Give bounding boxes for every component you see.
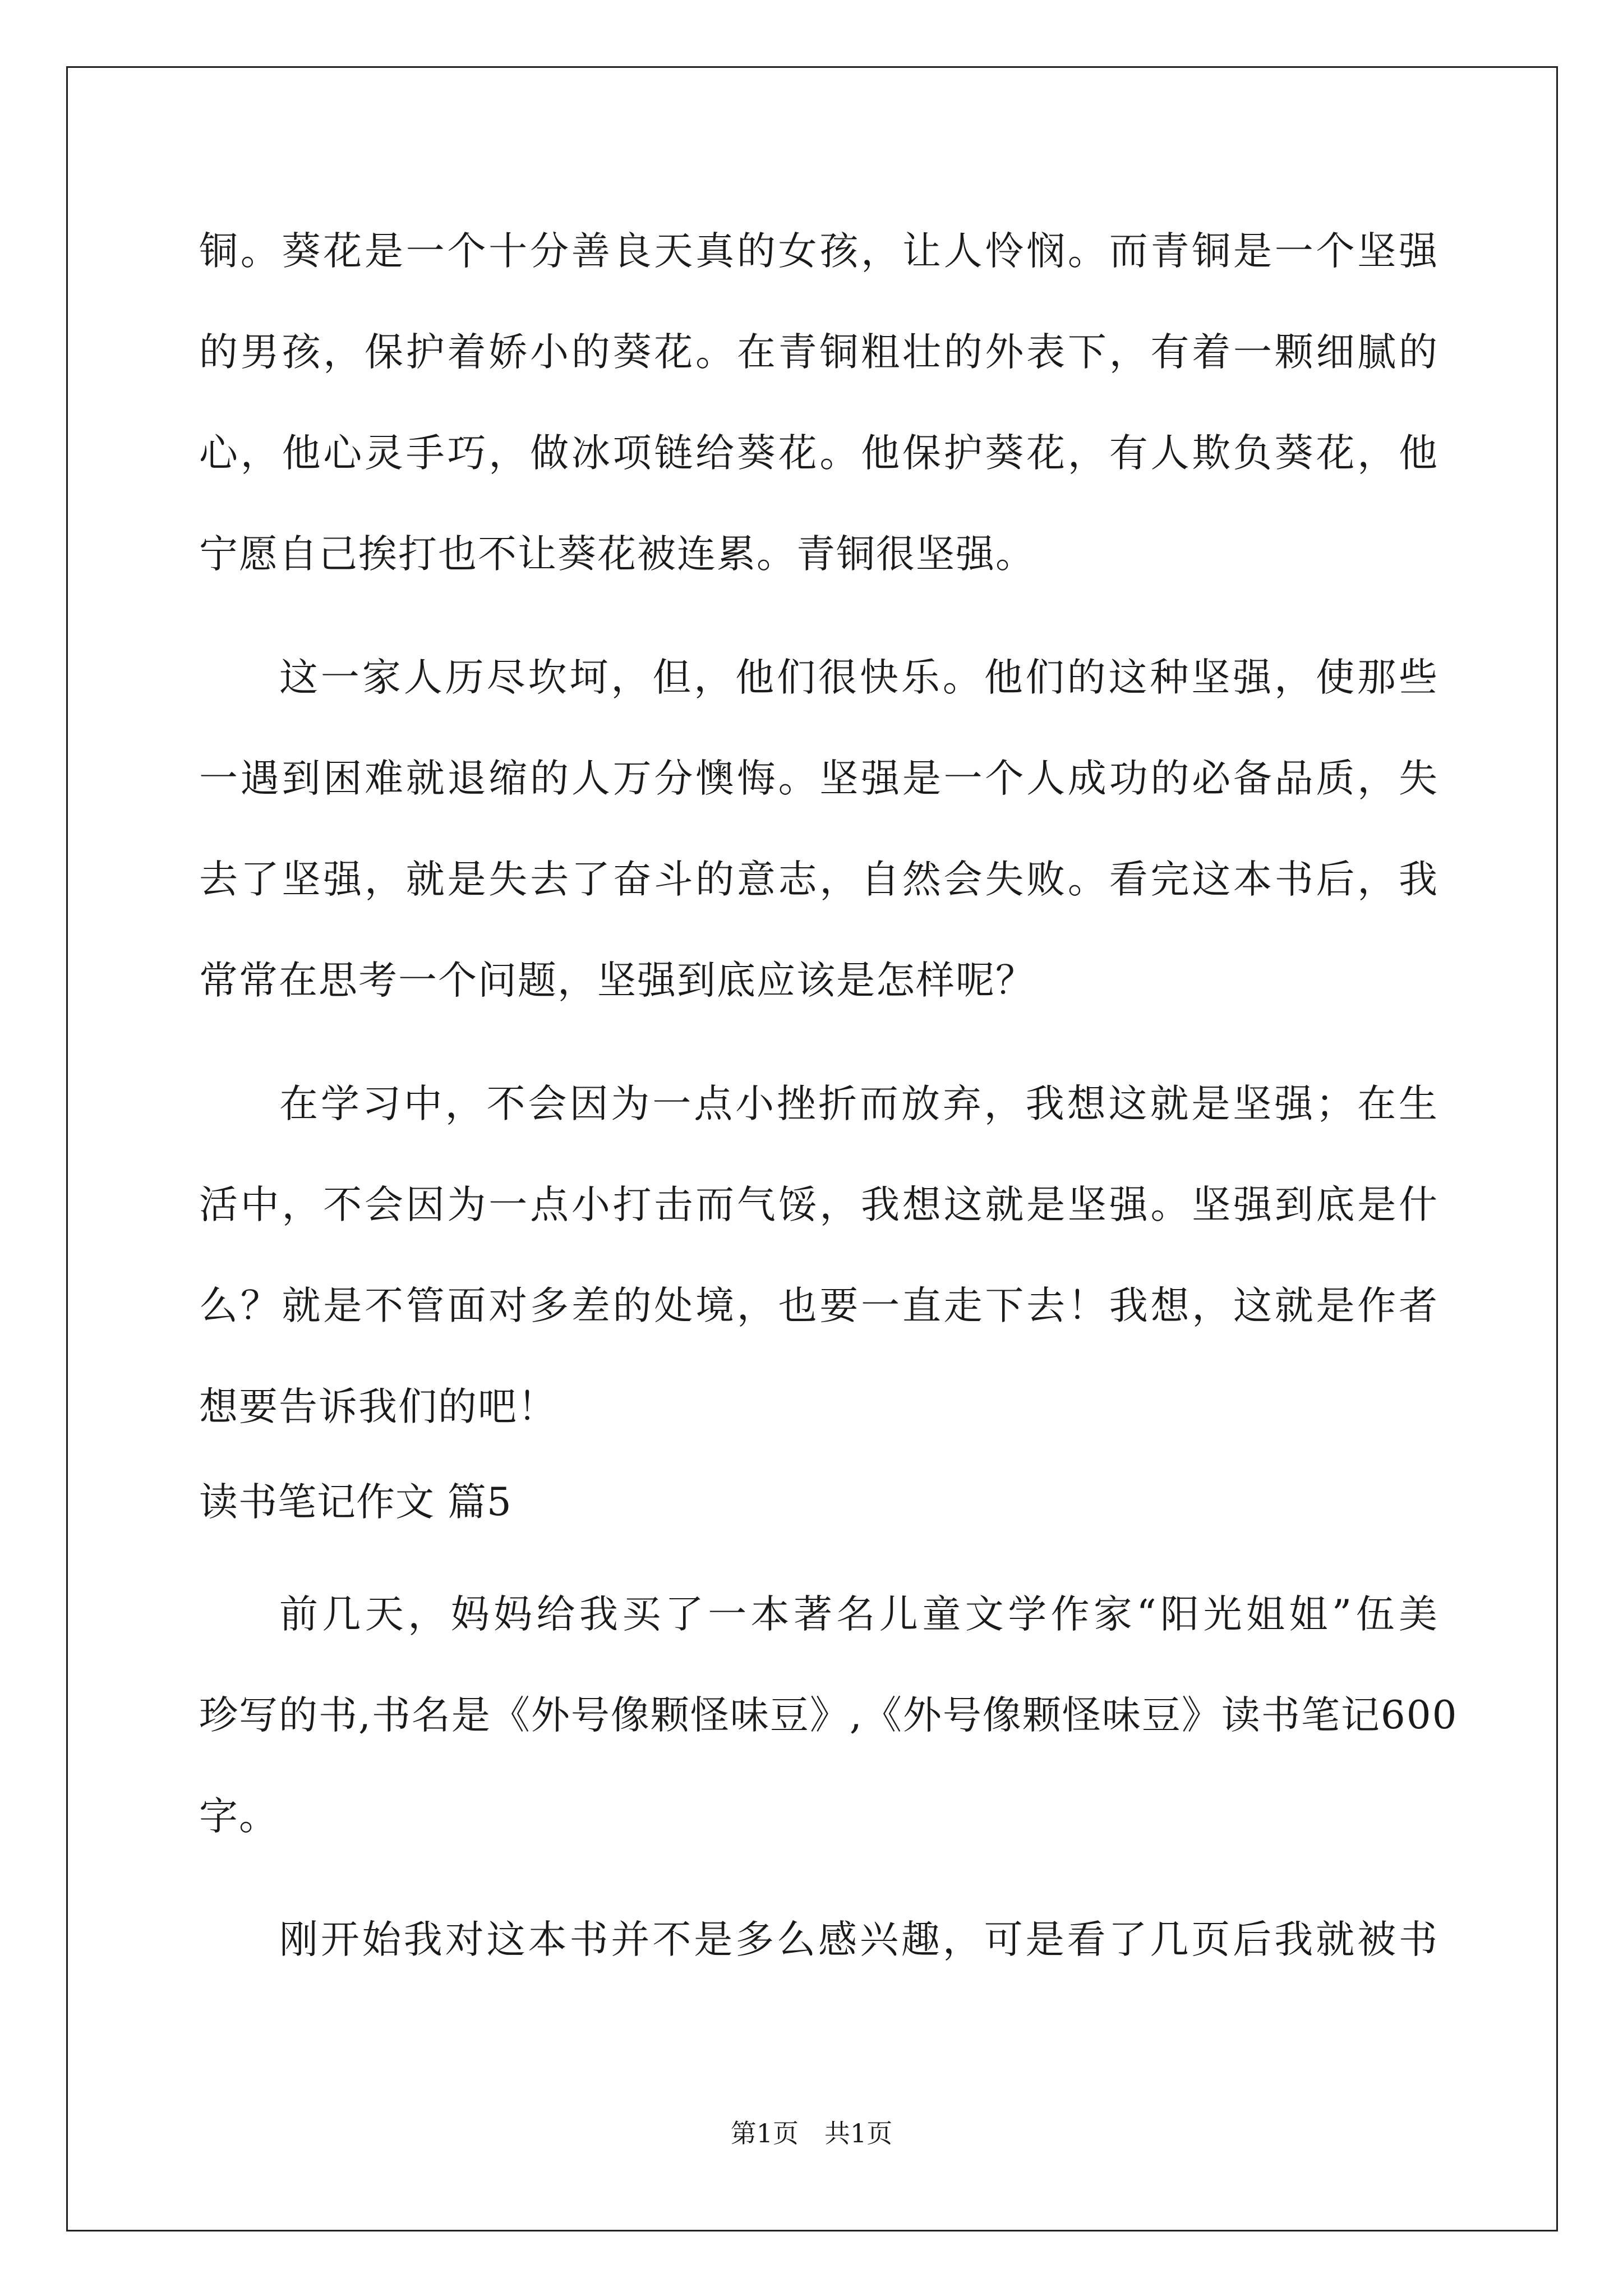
paragraph-first-line: 这一家人历尽坎坷，但，他们很快乐。他们的这种坚强，使那些 xyxy=(279,655,1438,700)
text-line: 的男孩，保护着娇小的葵花。在青铜粗壮的外表下，有着一颗细腻的 xyxy=(199,330,1438,375)
text-line: 铜。葵花是一个十分善良天真的女孩，让人怜悯。而青铜是一个坚强 xyxy=(199,229,1438,274)
paragraph-first-line: 在学习中，不会因为一点小挫折而放弃，我想这就是坚强；在生 xyxy=(279,1082,1438,1126)
text-line: 宁愿自己挨打也不让葵花被连累。青铜很坚强。 xyxy=(199,532,1035,577)
page-border xyxy=(66,66,1558,2231)
paragraph-first-line: 前几天，妈妈给我买了一本著名儿童文学作家“阳光姐姐”伍美 xyxy=(279,1592,1438,1637)
text-line: 字。 xyxy=(199,1794,279,1839)
text-line: 心，他心灵手巧，做冰项链给葵花。他保护葵花，有人欺负葵花，他 xyxy=(199,431,1438,476)
text-line: 去了坚强，就是失去了奋斗的意志，自然会失败。看完这本书后，我 xyxy=(199,857,1438,902)
text-line: 么？就是不管面对多差的处境，也要一直走下去！我想，这就是作者 xyxy=(199,1283,1438,1328)
text-line: 珍写的书,书名是《外号像颗怪味豆》,《外号像颗怪味豆》读书笔记600 xyxy=(199,1693,1458,1738)
page-number-label: 第1页 共1页 xyxy=(730,2118,893,2148)
text-line: 活中，不会因为一点小打击而气馁，我想这就是坚强。坚强到底是什 xyxy=(199,1182,1438,1227)
page-footer xyxy=(0,2120,1623,2146)
section-heading: 读书笔记作文 篇5 xyxy=(199,1480,512,1525)
paragraph-first-line: 刚开始我对这本书并不是多么感兴趣，可是看了几页后我就被书 xyxy=(279,1917,1438,1962)
text-line: 常常在思考一个问题，坚强到底应该是怎样呢？ xyxy=(199,958,1035,1003)
text-line: 想要告诉我们的吧！ xyxy=(199,1384,557,1429)
text-line: 一遇到困难就退缩的人万分懊悔。坚强是一个人成功的必备品质，失 xyxy=(199,756,1438,801)
